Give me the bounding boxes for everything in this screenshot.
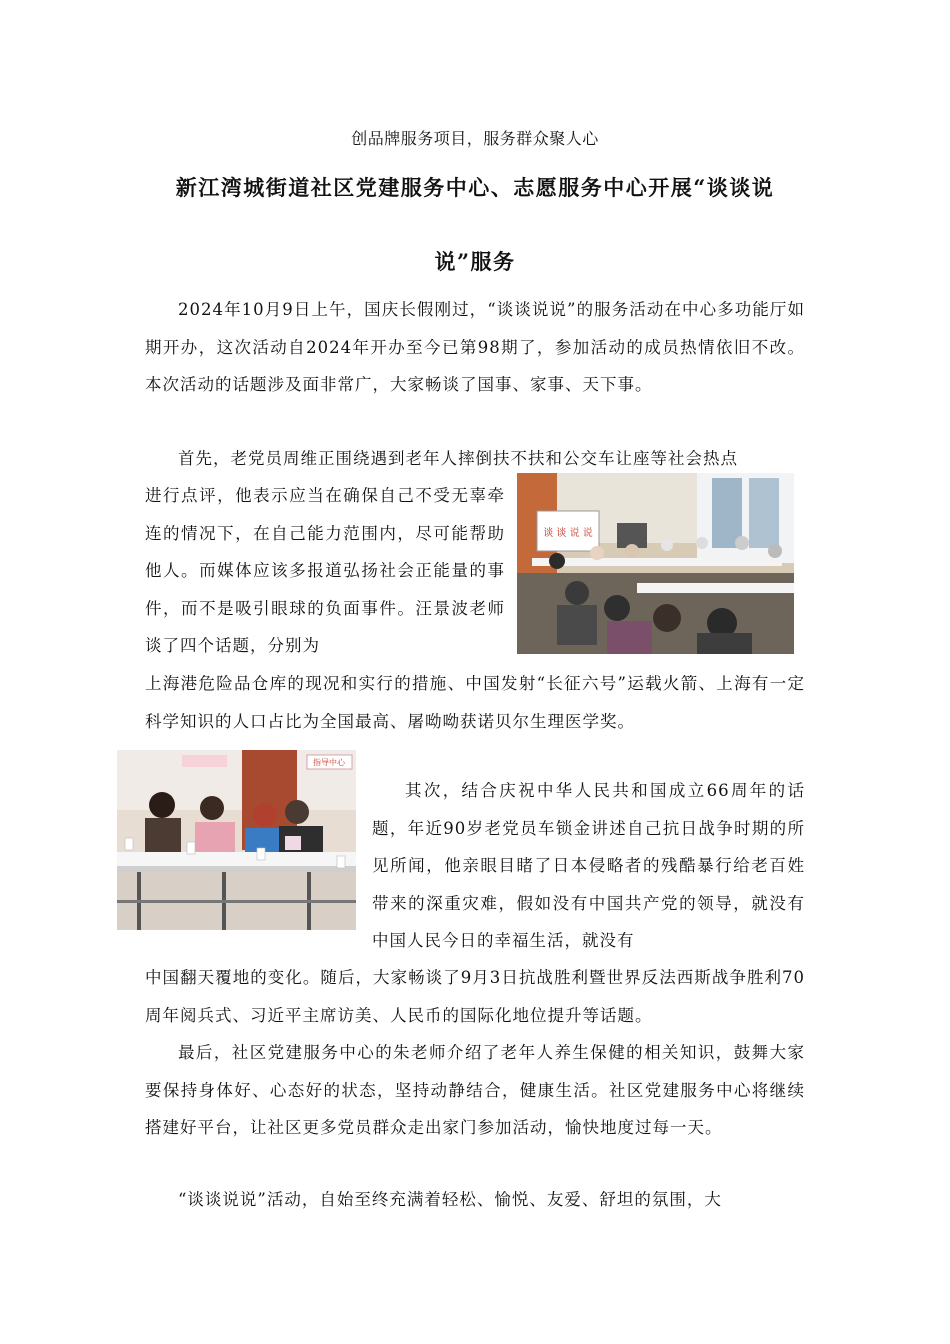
paragraph-2-first-line: 首先，老党员周维正围绕遇到老年人摔倒扶不扶和公交车让座等社会热点 [178,449,738,468]
photo-banner-text: 谈 谈 说 说 [543,528,593,539]
document-title-line-1: 新江湾城街道社区党建服务中心、志愿服务中心开展“谈谈说 [175,175,775,200]
paragraph-1: 2024年10月9日上午，国庆长假刚过，“谈谈说说”的服务活动在中心多功能厅如期开办，这次活动自2024年开办至今已第98期了，参加活动的成员热情依旧不改。本次活动的话题涉及面非常广，大家畅谈了国事、家事、天下事。 [145,300,805,394]
paragraph-4: 最后，社区党建服务中心的朱老师介绍了老年人养生保健的相关知识，鼓舞大家要保持身体好、心态好的状态，坚持动静结合，健康生活。社区党建服务中心将继续搭建好平台，让社区更多党员群众走出家门参加活动，愉快地度过每一天。 [145,1043,805,1137]
paragraph-3-wrapped: 其次，结合庆祝中华人民共和国成立66周年的话题，年近90岁老党员车锁金讲述自己抗日战争时期的所见所闻，他亲眼目睹了日本侵略者的残酷暴行给老百姓带来的深重灾难，假如没有中国共产党的领导，就没有中国人民今日的幸福生活，就没有 [372,781,805,950]
photo-sign-text: 指导中心 [313,758,345,767]
paragraph-3-continued: 中国翻天覆地的变化。随后，大家畅谈了9月3日抗战胜利暨世界反法西斯战争胜利70周年阅兵式、习近平主席访美、人民币的国际化地位提升等话题。 [145,968,805,1025]
document-title-line-2: 说”服务 [434,249,516,274]
paragraph-2-continued: 上海港危险品仓库的现况和实行的措施、中国发射“长征六号”运载火箭、上海有一定科学知识的人口占比为全国最高、屠呦呦获诺贝尔生理医学奖。 [145,674,805,731]
meeting-room-photo [517,473,794,654]
document-subtitle: 创品牌服务项目，服务群众聚人心 [351,129,599,148]
paragraph-5: “谈谈说说”活动，自始至终充满着轻松、愉悦、友爱、舒坦的氛围，大 [178,1190,722,1209]
participants-photo [117,750,356,930]
paragraph-2-wrapped: 进行点评，他表示应当在确保自己不受无辜牵连的情况下，在自己能力范围内，尽可能帮助他人。而媒体应该多报道弘扬社会正能量的事件，而不是吸引眼球的负面事件。汪景波老师谈了四个话题，分别为 [145,486,505,655]
